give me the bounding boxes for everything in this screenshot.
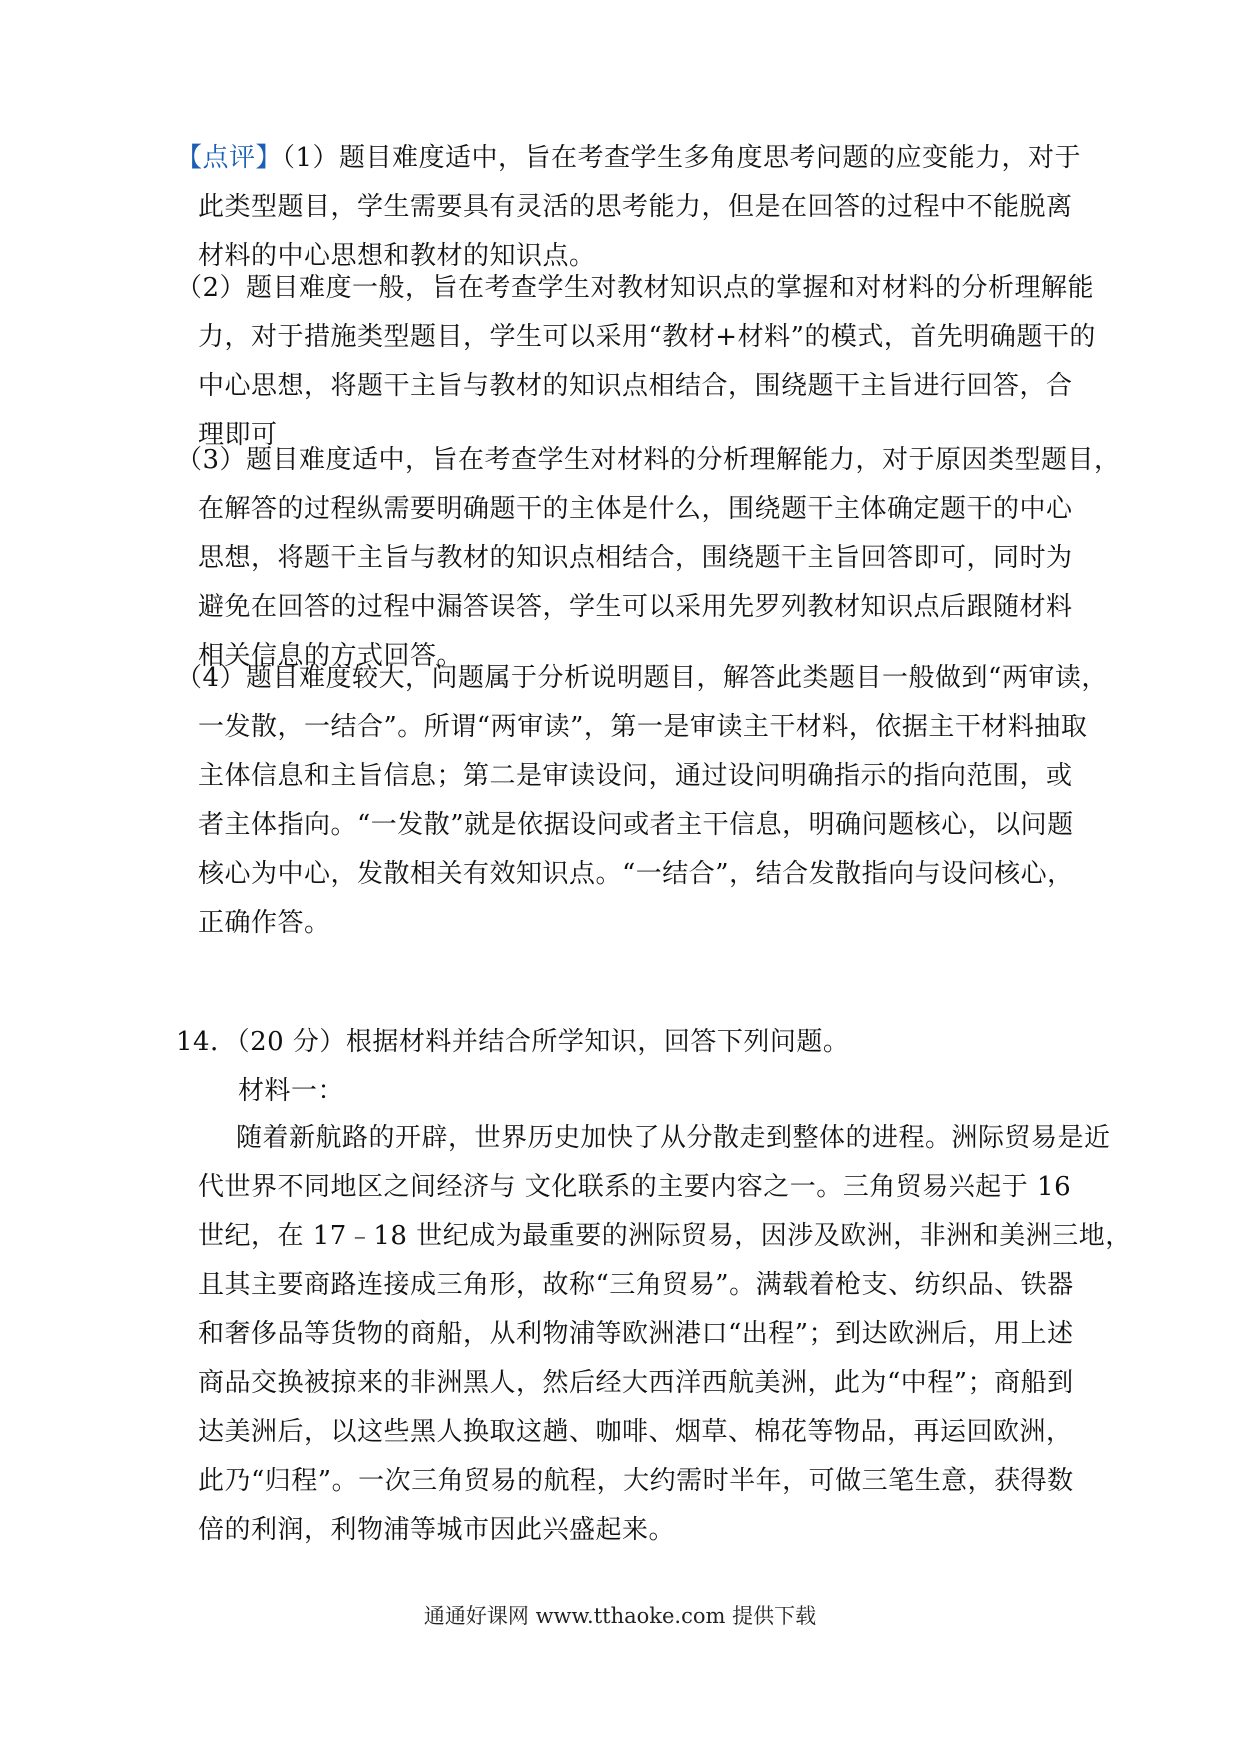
comment-line: 主体信息和主旨信息；第二是审读设问，通过设问明确指示的指向范围，或 <box>198 761 1073 791</box>
comment-text: （1）题目难度适中，旨在考查学生多角度思考问题的应变能力，对于 <box>282 143 1082 173</box>
comment-line: 相关信息的方式回答。 <box>198 641 464 671</box>
comment-line: 核心为中心，发散相关有效知识点。“一结合”，结合发散指向与设问核心， <box>198 859 1074 889</box>
page-footer: 通通好课网 www.tthaoke.com 提供下载 <box>423 1604 817 1628</box>
material-line: 世纪，在 17﹣18 世纪成为最重要的洲际贸易，因涉及欧洲，非洲和美洲三地， <box>198 1221 1132 1251</box>
comment-paragraph-4 <box>176 654 1108 948</box>
question-14 <box>176 1018 1036 1116</box>
comment-line: （4）题目难度较大，问题属于分析说明题目，解答此类题目一般做到“两审读， <box>176 663 1108 693</box>
material-line: 代世界不同地区之间经济与 文化联系的主要内容之一。三角贸易兴起于 16 <box>198 1172 1072 1202</box>
material-line: 和奢侈品等货物的商船，从利物浦等欧洲港口“出程”；到达欧洲后，用上述 <box>198 1319 1074 1349</box>
material-text <box>198 1114 1132 1555</box>
material-line: 随着新航路的开辟，世界历史加快了从分散走到整体的进程。洲际贸易是近 <box>236 1123 1111 1153</box>
comment-tag: 【点评】 <box>176 143 283 173</box>
comment-line: 力，对于措施类型题目，学生可以采用“教材+材料”的模式，首先明确题干的 <box>198 322 1096 352</box>
material-line: 达美洲后，以这些黑人换取这趟、咖啡、烟草、棉花等物品，再运回欧洲， <box>198 1417 1073 1447</box>
comment-line: 材料的中心思想和教材的知识点。 <box>198 241 596 271</box>
question-title: 14．（20 分）根据材料并结合所学知识，回答下列问题。 <box>176 1027 850 1057</box>
comment-paragraph-3 <box>176 436 1121 681</box>
comment-line: 此类型题目，学生需要具有灵活的思考能力，但是在回答的过程中不能脱离 <box>198 192 1073 222</box>
comment-paragraph-1 <box>176 134 1082 281</box>
comment-line: 中心思想，将题干主旨与教材的知识点相结合，围绕题干主旨进行回答，合 <box>198 371 1073 401</box>
comment-line: 一发散，一结合”。所谓“两审读”，第一是审读主干材料，依据主干材料抽取 <box>198 712 1088 742</box>
material-line: 且其主要商路连接成三角形，故称“三角贸易”。满载着枪支、纺织品、铁器 <box>198 1270 1074 1300</box>
comment-line <box>176 134 1082 183</box>
comment-line: 思想，将题干主旨与教材的知识点相结合，围绕题干主旨回答即可，同时为 <box>198 543 1073 573</box>
comment-line: 理即可 <box>198 420 278 450</box>
comment-line: 正确作答。 <box>198 908 331 938</box>
comment-line: 者主体指向。“一发散”就是依据设问或者主干信息，明确问题核心，以问题 <box>198 810 1074 840</box>
material-line: 商品交换被掠来的非洲黑人，然后经大西洋西航美洲，此为“中程”；商船到 <box>198 1368 1074 1398</box>
comment-line: 在解答的过程纵需要明确题干的主体是什么，围绕题干主体确定题干的中心 <box>198 494 1073 524</box>
comment-line: 避免在回答的过程中漏答误答，学生可以采用先罗列教材知识点后跟随材料 <box>198 592 1073 622</box>
comment-line: （3）题目难度适中，旨在考查学生对材料的分析理解能力，对于原因类型题目， <box>176 445 1121 475</box>
comment-paragraph-2 <box>176 264 1096 460</box>
comment-line: （2）题目难度一般，旨在考查学生对教材知识点的掌握和对材料的分析理解能 <box>176 273 1095 303</box>
material-label: 材料一： <box>238 1076 345 1106</box>
material-line: 倍的利润，利物浦等城市因此兴盛起来。 <box>198 1515 676 1545</box>
material-line: 此乃“归程”。一次三角贸易的航程，大约需时半年，可做三笔生意，获得数 <box>198 1466 1074 1496</box>
